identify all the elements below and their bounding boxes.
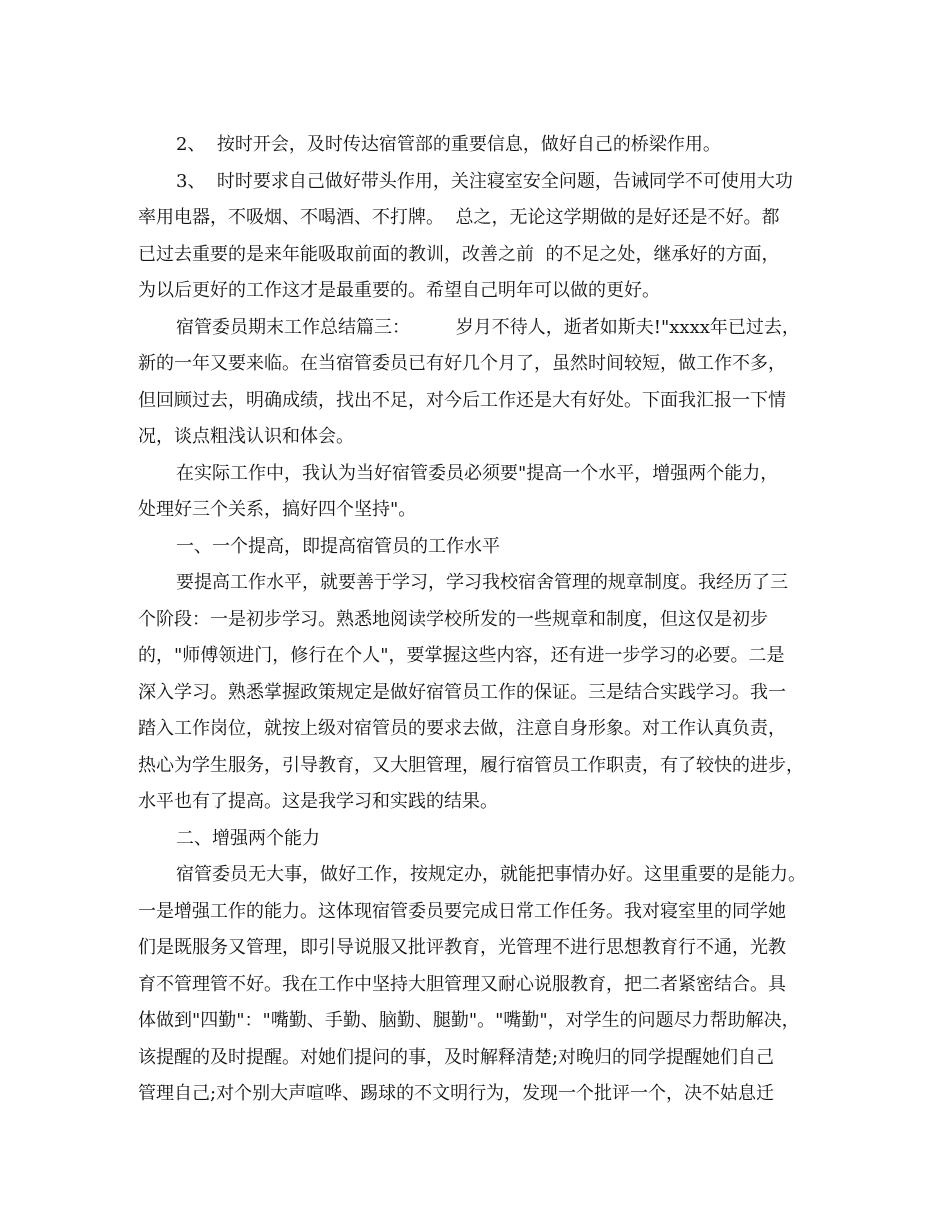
text-line: 的，"师傅领进门，修行在个人"，要掌握这些内容，还有进一步学习的必要。二是 [138, 645, 785, 666]
text-line: 踏入工作岗位，就按上级对宿管员的要求去做，注意自身形象。对工作认真负责， [138, 718, 786, 739]
text-line: 宿管委员期末工作总结篇三： 岁月不待人，逝者如斯夫!"xxxx年已过去， [176, 317, 800, 338]
text-line: 个阶段：一是初步学习。熟悉地阅读学校所发的一些规章和制度，但这仅是初步 [138, 609, 768, 630]
text-line: 但回顾过去，明确成绩，找出不足，对今后工作还是大有好处。下面我汇报一下情 [138, 390, 786, 411]
text-line: 一是增强工作的能力。这体现宿管委员要完成日常工作任务。我对寝室里的同学她 [138, 901, 786, 922]
text-line: 新的一年又要来临。在当宿管委员已有好几个月了，虽然时间较短，做工作不多， [138, 353, 786, 374]
text-line: 况，谈点粗浅认识和体会。 [138, 426, 354, 447]
text-line: 们是既服务又管理，即引导说服又批评教育，光管理不进行思想教育行不通，光教 [138, 937, 786, 958]
text-line: 水平也有了提高。这是我学习和实践的结果。 [138, 791, 498, 812]
text-line: 该提醒的及时提醒。对她们提问的事，及时解释清楚;对晚归的同学提醒她们自己 [138, 1047, 775, 1068]
text-line: 3、 时时要求自己做好带头作用，关注寝室安全问题，告诫同学不可使用大功 [176, 171, 793, 192]
text-line: 处理好三个关系，搞好四个坚持"。 [138, 499, 417, 520]
section-heading: 一、一个提高，即提高宿管员的工作水平 [176, 536, 500, 557]
text-line: 宿管委员无大事，做好工作，按规定办，就能把事情办好。这里重要的是能力。 [176, 864, 806, 885]
text-line: 热心为学生服务，引导教育，又大胆管理，履行宿管员工作职责，有了较快的进步， [138, 755, 804, 776]
text-line: 已过去重要的是来年能吸取前面的教训，改善之前 的不足之处，继承好的方面， [138, 244, 780, 265]
text-line: 育不管理管不好。我在工作中坚持大胆管理又耐心说服教育，把二者紧密结合。具 [138, 974, 786, 995]
text-line: 管理自己;对个别大声喧哗、踢球的不文明行为，发现一个批评一个，决不姑息迁 [138, 1083, 775, 1104]
text-line: 在实际工作中，我认为当好宿管委员必须要"提高一个水平，增强两个能力， [176, 463, 779, 484]
text-line: 体做到"四勤"："嘴勤、手勤、脑勤、腿勤"。"嘴勤"，对学生的问题尽力帮助解决， [138, 1010, 800, 1031]
text-line: 2、 按时开会，及时传达宿管部的重要信息，做好自己的桥梁作用。 [176, 134, 721, 155]
text-line: 要提高工作水平，就要善于学习，学习我校宿舍管理的规章制度。我经历了三 [176, 572, 788, 593]
text-line: 率用电器，不吸烟、不喝酒、不打牌。 总之，无论这学期做的是好还是不好。都 [138, 207, 780, 228]
text-line: 深入学习。熟悉掌握政策规定是做好宿管员工作的保证。三是结合实践学习。我一 [138, 682, 786, 703]
text-line: 为以后更好的工作这才是最重要的。希望自己明年可以做的更好。 [138, 280, 660, 301]
section-heading: 二、增强两个能力 [176, 828, 320, 849]
